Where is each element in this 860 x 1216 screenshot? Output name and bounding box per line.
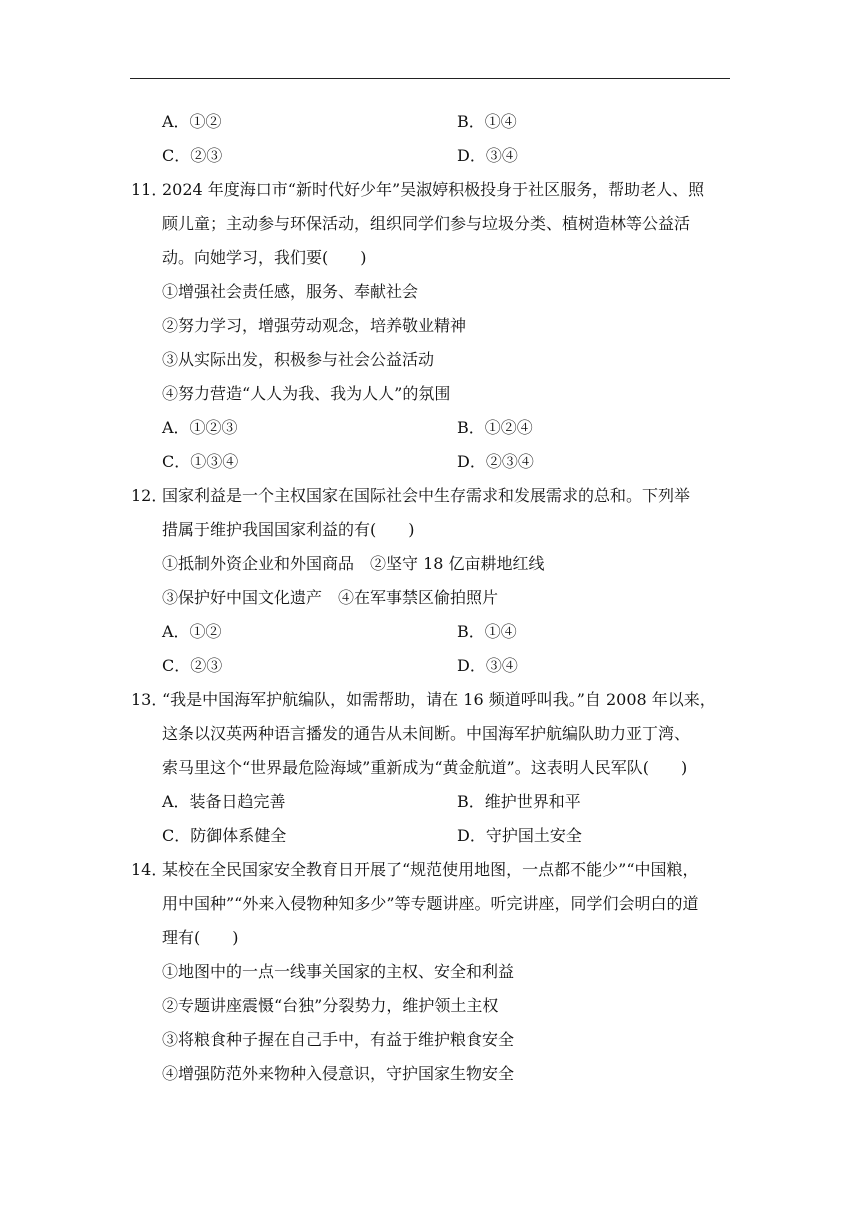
question-number: 14． <box>131 860 168 879</box>
question-stem-line: “我是中国海军护航编队，如需帮助，请在 16 频道呼叫我。”自 2008 年以来， <box>162 690 716 709</box>
question-stem-line: 国家利益是一个主权国家在国际社会中生存需求和发展需求的总和。下列举 <box>162 486 691 505</box>
header-rule <box>130 78 730 79</box>
question-stem-line: 动。向她学习，我们要( ) <box>162 248 367 267</box>
option-b: B．维护世界和平 <box>457 792 581 811</box>
option-b: B．①②④ <box>457 418 533 437</box>
question-stem-line: 2024 年度海口市“新时代好少年”吴淑婷积极投身于社区服务，帮助老人、照 <box>162 180 705 199</box>
statement-3: ③从实际出发，积极参与社会公益活动 <box>162 350 435 369</box>
option-a: A．①② <box>162 622 222 641</box>
option-a: A．①②③ <box>162 418 238 437</box>
question-stem-line: 用中国种”“外来入侵物种知多少”等专题讲座。听完讲座，同学们会明白的道 <box>162 894 699 913</box>
option-a: A．①② <box>162 112 222 131</box>
statement-4: ④努力营造“人人为我、我为人人”的氛围 <box>162 384 451 403</box>
statement-1: ①增强社会责任感，服务、奉献社会 <box>162 282 419 301</box>
option-d: D．③④ <box>457 656 518 675</box>
option-c: C．防御体系健全 <box>162 826 287 845</box>
option-d: D．②③④ <box>457 452 534 471</box>
option-b: B．①④ <box>457 622 517 641</box>
option-a: A．装备日趋完善 <box>162 792 286 811</box>
question-number: 13． <box>131 690 168 709</box>
option-c: C．②③ <box>162 146 223 165</box>
question-number: 12． <box>131 486 168 505</box>
statement-3-4: ③保护好中国文化遗产 ④在军事禁区偷拍照片 <box>162 588 499 607</box>
option-c: C．②③ <box>162 656 223 675</box>
question-number: 11． <box>131 180 168 199</box>
question-stem-line: 理有( ) <box>162 928 239 947</box>
option-d: D．守护国土安全 <box>457 826 582 845</box>
statement-4: ④增强防范外来物种入侵意识，守护国家生物安全 <box>162 1064 515 1083</box>
option-c: C．①③④ <box>162 452 239 471</box>
question-stem-line: 措属于维护我国国家利益的有( ) <box>162 520 415 539</box>
question-stem-line: 顾儿童；主动参与环保活动，组织同学们参与垃圾分类、植树造林等公益活 <box>162 214 691 233</box>
option-b: B．①④ <box>457 112 517 131</box>
option-d: D．③④ <box>457 146 518 165</box>
statement-2: ②专题讲座震慑“台独”分裂势力，维护领土主权 <box>162 996 499 1015</box>
question-stem-line: 某校在全民国家安全教育日开展了“规范使用地图，一点都不能少”“中国粮， <box>162 860 699 879</box>
statement-1-2: ①抵制外资企业和外国商品 ②坚守 18 亿亩耕地红线 <box>162 554 545 573</box>
question-stem-line: 这条以汉英两种语言播发的通告从未间断。中国海军护航编队助力亚丁湾、 <box>162 724 691 743</box>
statement-2: ②努力学习，增强劳动观念，培养敬业精神 <box>162 316 467 335</box>
question-stem-line: 索马里这个“世界最危险海域”重新成为“黄金航道”。这表明人民军队( ) <box>162 758 688 777</box>
statement-1: ①地图中的一点一线事关国家的主权、安全和利益 <box>162 962 515 981</box>
statement-3: ③将粮食种子握在自己手中，有益于维护粮食安全 <box>162 1030 515 1049</box>
